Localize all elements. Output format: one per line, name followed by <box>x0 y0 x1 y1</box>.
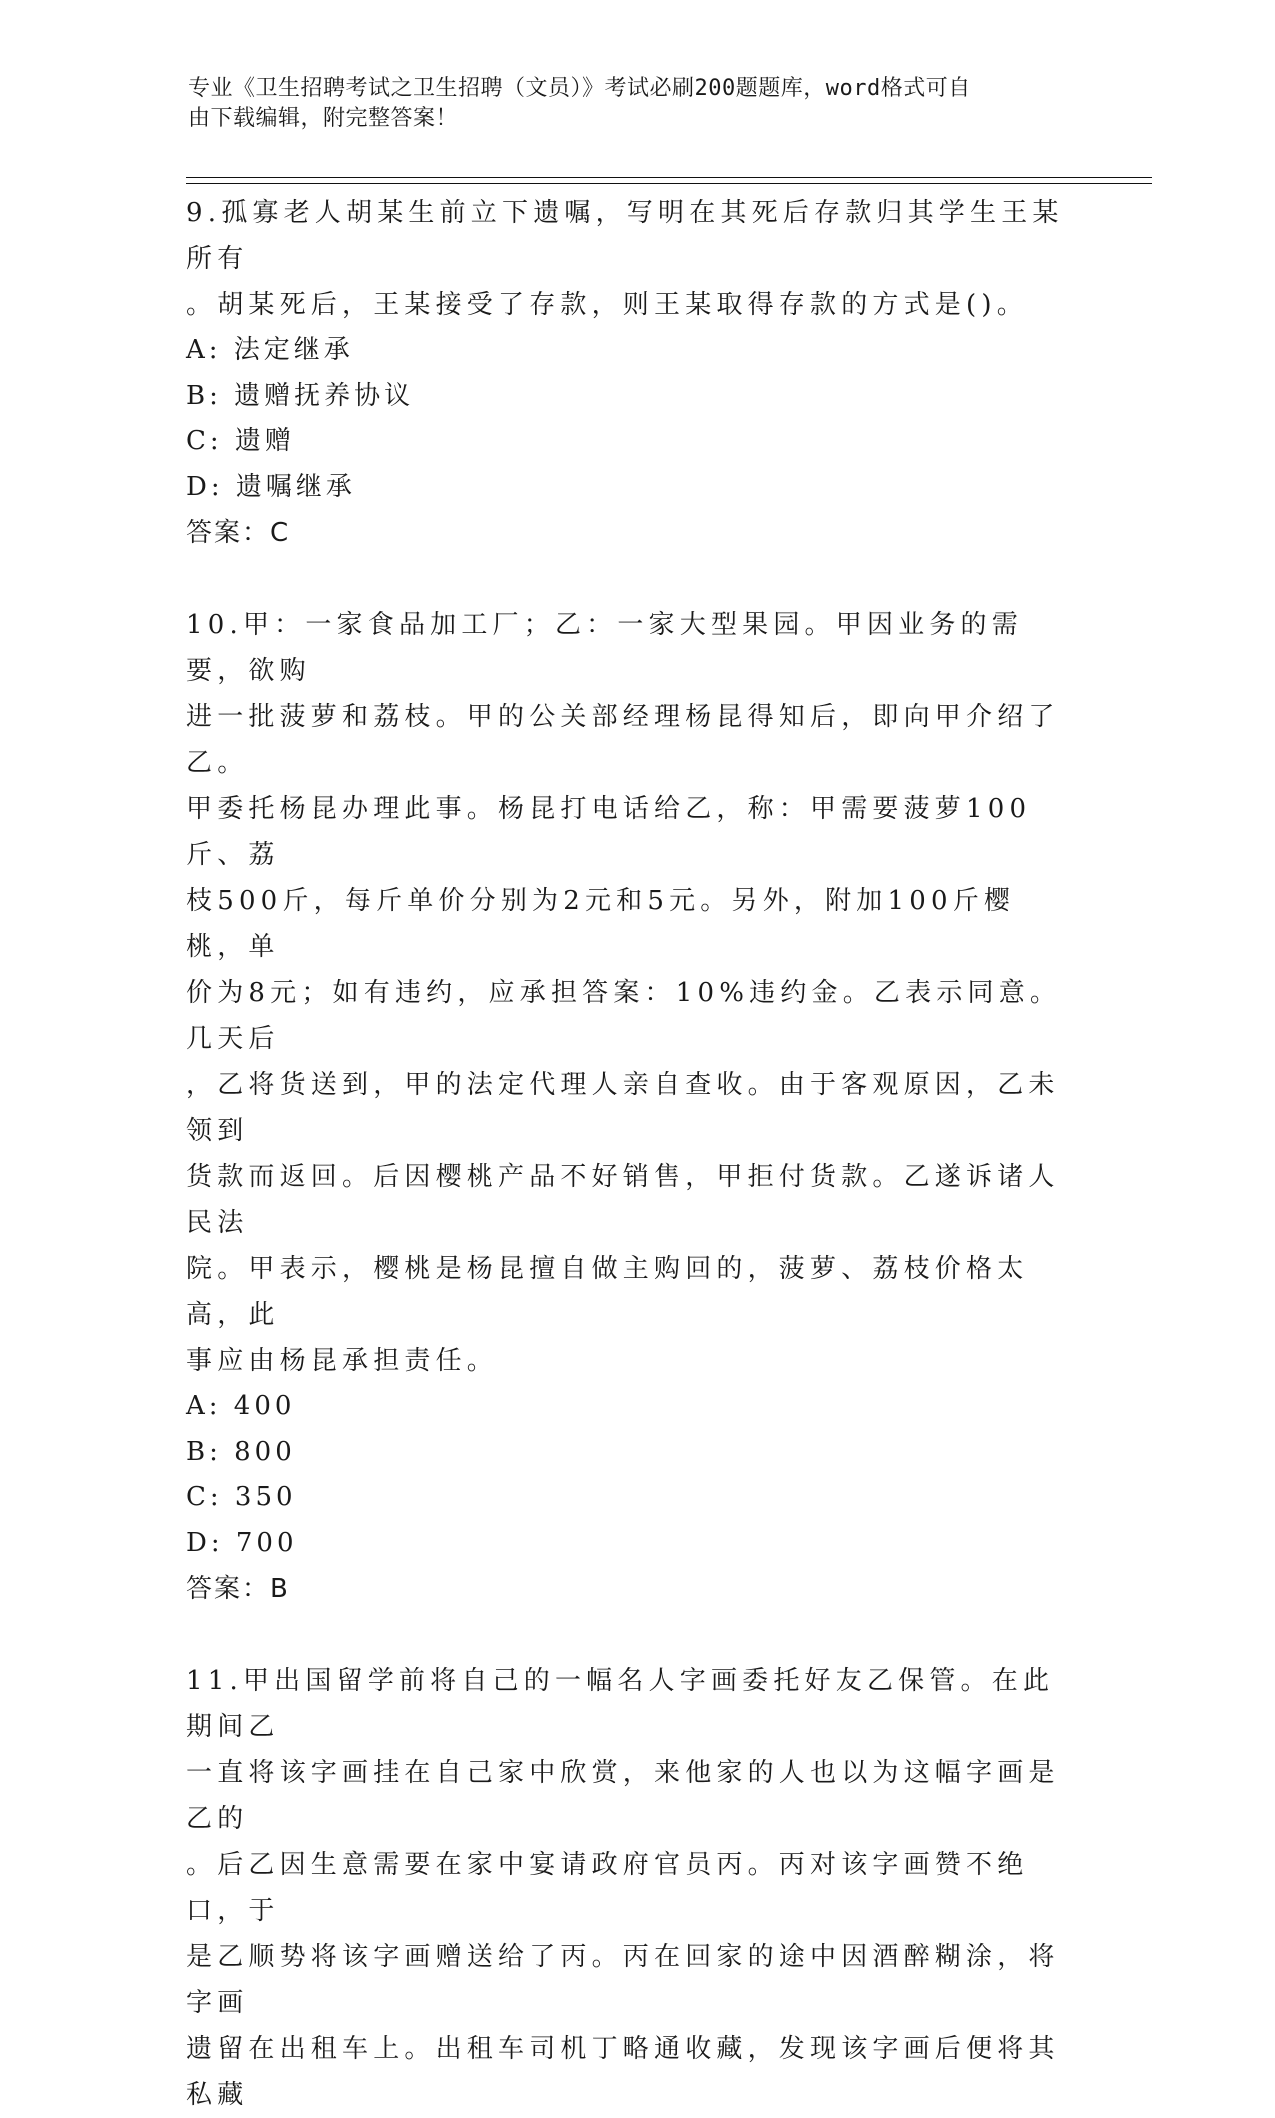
question-text-line: 甲委托杨昆办理此事。杨昆打电话给乙，称：甲需要菠萝100斤、荔 <box>186 794 1032 870</box>
question-text-line: 11.甲出国留学前将自己的一幅名人字画委托好友乙保管。在此期间乙 <box>186 1666 1055 1742</box>
question-text-line: 价为8元；如有违约，应承担答案：10%违约金。乙表示同意。几天后 <box>186 978 1062 1054</box>
question-text-line: 遗留在出租车上。出租车司机丁略通收藏，发现该字画后便将其私藏 <box>186 2034 1060 2110</box>
question-text-line: 9.孤寡老人胡某生前立下遗嘱，写明在其死后存款归其学生王某所有 <box>186 198 1064 274</box>
question-text-line: 货款而返回。后因樱桃产品不好销售，甲拒付货款。乙遂诉诸人民法 <box>186 1162 1060 1238</box>
question-11 <box>186 1658 1066 2118</box>
header-line-2: 由下载编辑，附完整答案！ <box>188 106 459 131</box>
header-line-1: 专业《卫生招聘考试之卫生招聘（文员）》考试必刷200题题库，word格式可自 <box>188 76 971 101</box>
question-spacer <box>186 556 1066 602</box>
question-text-line: 枝500斤，每斤单价分别为2元和5元。另外，附加100斤樱桃，单 <box>186 886 1016 962</box>
header-divider-bottom <box>186 183 1152 184</box>
question-text-line: 。后乙因生意需要在家中宴请政府官员丙。丙对该字画赞不绝口，于 <box>186 1850 1029 1926</box>
question-text-line: 是乙顺势将该字画赠送给了丙。丙在回家的途中因酒醉糊涂，将字画 <box>186 1942 1060 2018</box>
option-d: D: 700 <box>186 1527 298 1558</box>
question-list <box>186 190 1066 2118</box>
question-text-line: 事应由杨昆承担责任。 <box>186 1346 499 1376</box>
answer-line: 答案：C <box>186 518 291 548</box>
option-c: C: 350 <box>186 1482 297 1512</box>
option-b: B: 800 <box>186 1436 296 1467</box>
option-a: A: 400 <box>186 1391 296 1421</box>
option-d: D: 遗嘱继承 <box>186 471 356 502</box>
option-a: A: 法定继承 <box>186 335 354 365</box>
question-10 <box>186 602 1066 1612</box>
option-b: B: 遗赠抚养协议 <box>186 380 415 411</box>
question-text-line: 院。甲表示，樱桃是杨昆擅自做主购回的，菠萝、荔枝价格太高，此 <box>186 1254 1029 1330</box>
question-text-line: 。胡某死后，王某接受了存款，则王某取得存款的方式是()。 <box>186 290 1028 320</box>
header-divider-top <box>186 177 1152 178</box>
document-header <box>188 74 1068 134</box>
question-spacer <box>186 1612 1066 1658</box>
question-text-line: 一直将该字画挂在自己家中欣赏，来他家的人也以为这幅字画是乙的 <box>186 1758 1060 1834</box>
question-text-line: 进一批菠萝和荔枝。甲的公关部经理杨昆得知后，即向甲介绍了乙。 <box>186 702 1060 778</box>
option-c: C: 遗赠 <box>186 426 295 456</box>
question-9 <box>186 190 1066 556</box>
answer-line: 答案：B <box>186 1574 290 1604</box>
question-text-line: 10.甲：一家食品加工厂；乙：一家大型果园。甲因业务的需要，欲购 <box>186 610 1023 686</box>
question-text-line: ，乙将货送到，甲的法定代理人亲自查收。由于客观原因，乙未领到 <box>186 1070 1060 1146</box>
